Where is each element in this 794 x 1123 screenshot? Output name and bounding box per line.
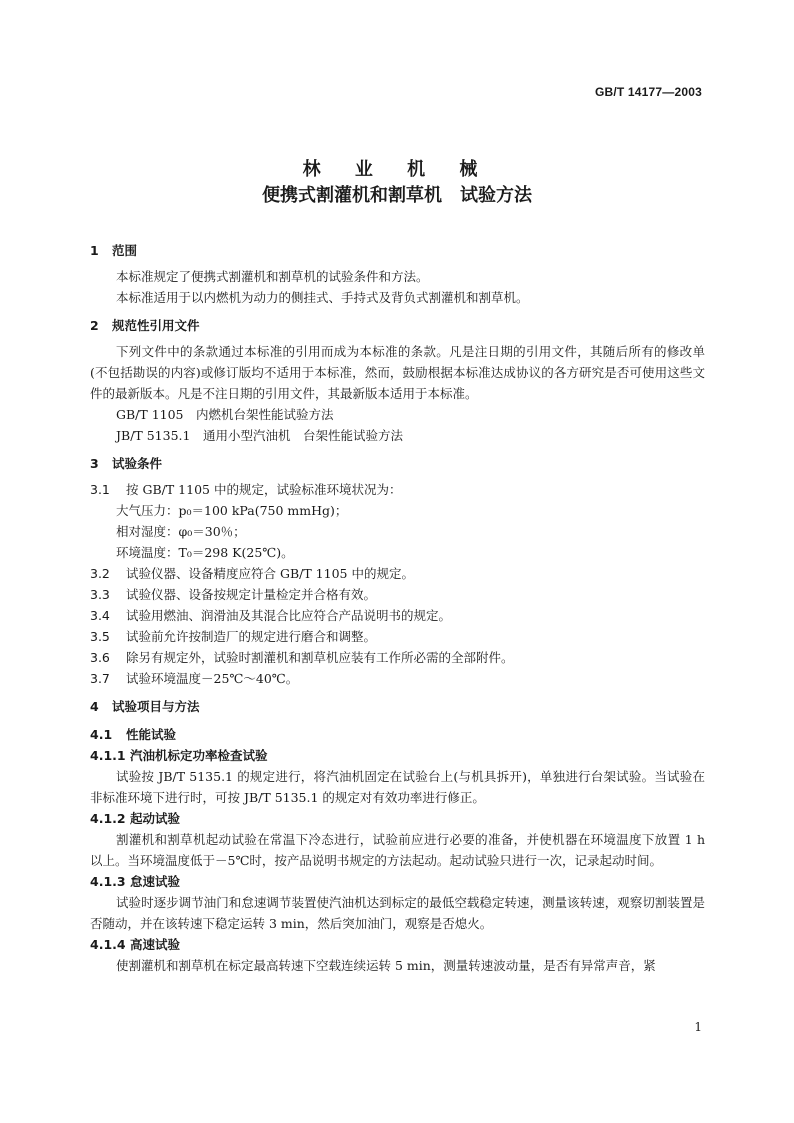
section-number: 2 <box>90 318 99 333</box>
section-number: 4 <box>90 699 99 714</box>
clause-item <box>90 605 705 626</box>
clause-number: 3.2 <box>90 566 110 581</box>
subsection-number: 4.1 <box>90 727 113 742</box>
clause-number: 3.3 <box>90 587 110 602</box>
paragraph: 使割灌机和割草机在标定最高转速下空载连续运转 5 min，测量转速波动量，是否有异常声音，紧 <box>116 958 656 973</box>
subsection-title: 汽油机标定功率检查试验 <box>130 748 268 763</box>
subsection-4-1-4-heading <box>90 934 705 955</box>
page-number: 1 <box>694 1020 702 1034</box>
clause-number: 3.1 <box>90 482 110 497</box>
clause-text: 除另有规定外，试验时割灌机和割草机应装有工作所必需的全部附件。 <box>126 650 514 665</box>
paragraph: 本标准适用于以内燃机为动力的侧挂式、手持式及背负式割灌机和割草机。 <box>116 290 529 305</box>
section-number: 1 <box>90 243 99 258</box>
section-4-heading <box>90 696 705 717</box>
clause-number: 3.5 <box>90 629 110 644</box>
subsection-number: 4.1.4 <box>90 937 126 952</box>
section-title: 试验项目与方法 <box>112 699 200 714</box>
clause-item <box>90 647 705 668</box>
reference-item: GB/T 1105 内燃机台架性能试验方法 <box>116 407 334 422</box>
section-1-heading <box>90 240 705 261</box>
reference-item: JB/T 5135.1 通用小型汽油机 台架性能试验方法 <box>116 428 403 443</box>
clause-text: 试验仪器、设备精度应符合 GB/T 1105 中的规定。 <box>126 566 414 581</box>
paragraph: 试验按 JB/T 5135.1 的规定进行，将汽油机固定在试验台上(与机具拆开)，单独进行台架试验。当试验在非标准环境下进行时，可按 JB/T 5135.1 的规定对有效功率进行修正。 <box>90 769 705 805</box>
clause-number: 3.7 <box>90 671 110 686</box>
clause-item <box>90 668 705 689</box>
subsection-title: 性能试验 <box>126 727 177 742</box>
subsection-4-1-1-heading <box>90 745 705 766</box>
title-part2: 试验方法 <box>460 185 532 206</box>
condition-line: 环境温度：T₀＝298 K(25℃)。 <box>116 545 294 560</box>
condition-line: 大气压力：p₀＝100 kPa(750 mmHg)； <box>116 503 348 518</box>
section-title: 范围 <box>112 243 138 258</box>
clause-number: 3.6 <box>90 650 110 665</box>
standard-code: GB/T 14177—2003 <box>594 85 702 99</box>
section-title: 规范性引用文件 <box>112 318 200 333</box>
clause-item <box>90 563 705 584</box>
subsection-4-1-3-heading <box>90 871 705 892</box>
document-title-line1: 林 业 机 械 <box>302 159 492 180</box>
section-3-heading <box>90 453 705 474</box>
paragraph: 试验时逐步调节油门和怠速调节装置使汽油机达到标定的最低空载稳定转速，测量该转速，观察切割装置是否随动，并在该转速下稳定运转 3 min，然后突加油门，观察是否熄火。 <box>90 895 705 931</box>
clause-text: 试验用燃油、润滑油及其混合比应符合产品说明书的规定。 <box>126 608 452 623</box>
section-number: 3 <box>90 456 99 471</box>
clause-text: 按 GB/T 1105 中的规定，试验标准环境状况为： <box>126 482 402 497</box>
clause-number: 3.4 <box>90 608 110 623</box>
paragraph: 本标准规定了便携式割灌机和割草机的试验条件和方法。 <box>116 269 429 284</box>
section-2-heading <box>90 315 705 336</box>
subsection-number: 4.1.2 <box>90 811 126 826</box>
clause-text: 试验前允许按制造厂的规定进行磨合和调整。 <box>126 629 377 644</box>
subsection-title: 高速试验 <box>130 937 181 952</box>
subsection-title: 起动试验 <box>130 811 181 826</box>
paragraph: 割灌机和割草机起动试验在常温下冷态进行，试验前应进行必要的准备，并使机器在环境温度下放置 1 h 以上。当环境温度低于－5℃时，按产品说明书规定的方法起动。起动试验只进行一次，记录起动时间。 <box>90 832 705 868</box>
clause-item <box>90 584 705 605</box>
clause-item <box>90 626 705 647</box>
subsection-4-1-heading <box>90 724 705 745</box>
clause-text: 试验仪器、设备按规定计量检定并合格有效。 <box>126 587 377 602</box>
subsection-title: 怠速试验 <box>130 874 181 889</box>
clause-text: 试验环境温度－25℃～40℃。 <box>126 671 299 686</box>
subsection-4-1-2-heading <box>90 808 705 829</box>
subsection-number: 4.1.1 <box>90 748 126 763</box>
document-body <box>90 240 705 976</box>
subsection-number: 4.1.3 <box>90 874 126 889</box>
condition-line: 相对湿度：φ₀＝30％； <box>116 524 246 539</box>
section-title: 试验条件 <box>112 456 163 471</box>
paragraph: 下列文件中的条款通过本标准的引用而成为本标准的条款。凡是注日期的引用文件，其随后所有的修改单(不包括勘误的内容)或修订版均不适用于本标准，然而，鼓励根据本标准达成协议的各方研究是否可使用这些文件的最新版本。凡是不注日期的引用文件，其最新版本适用于本标准。 <box>90 344 705 401</box>
clause-item <box>90 479 705 500</box>
document-title-line2 <box>0 181 794 207</box>
title-part1: 便携式割灌机和割草机 <box>262 185 442 206</box>
